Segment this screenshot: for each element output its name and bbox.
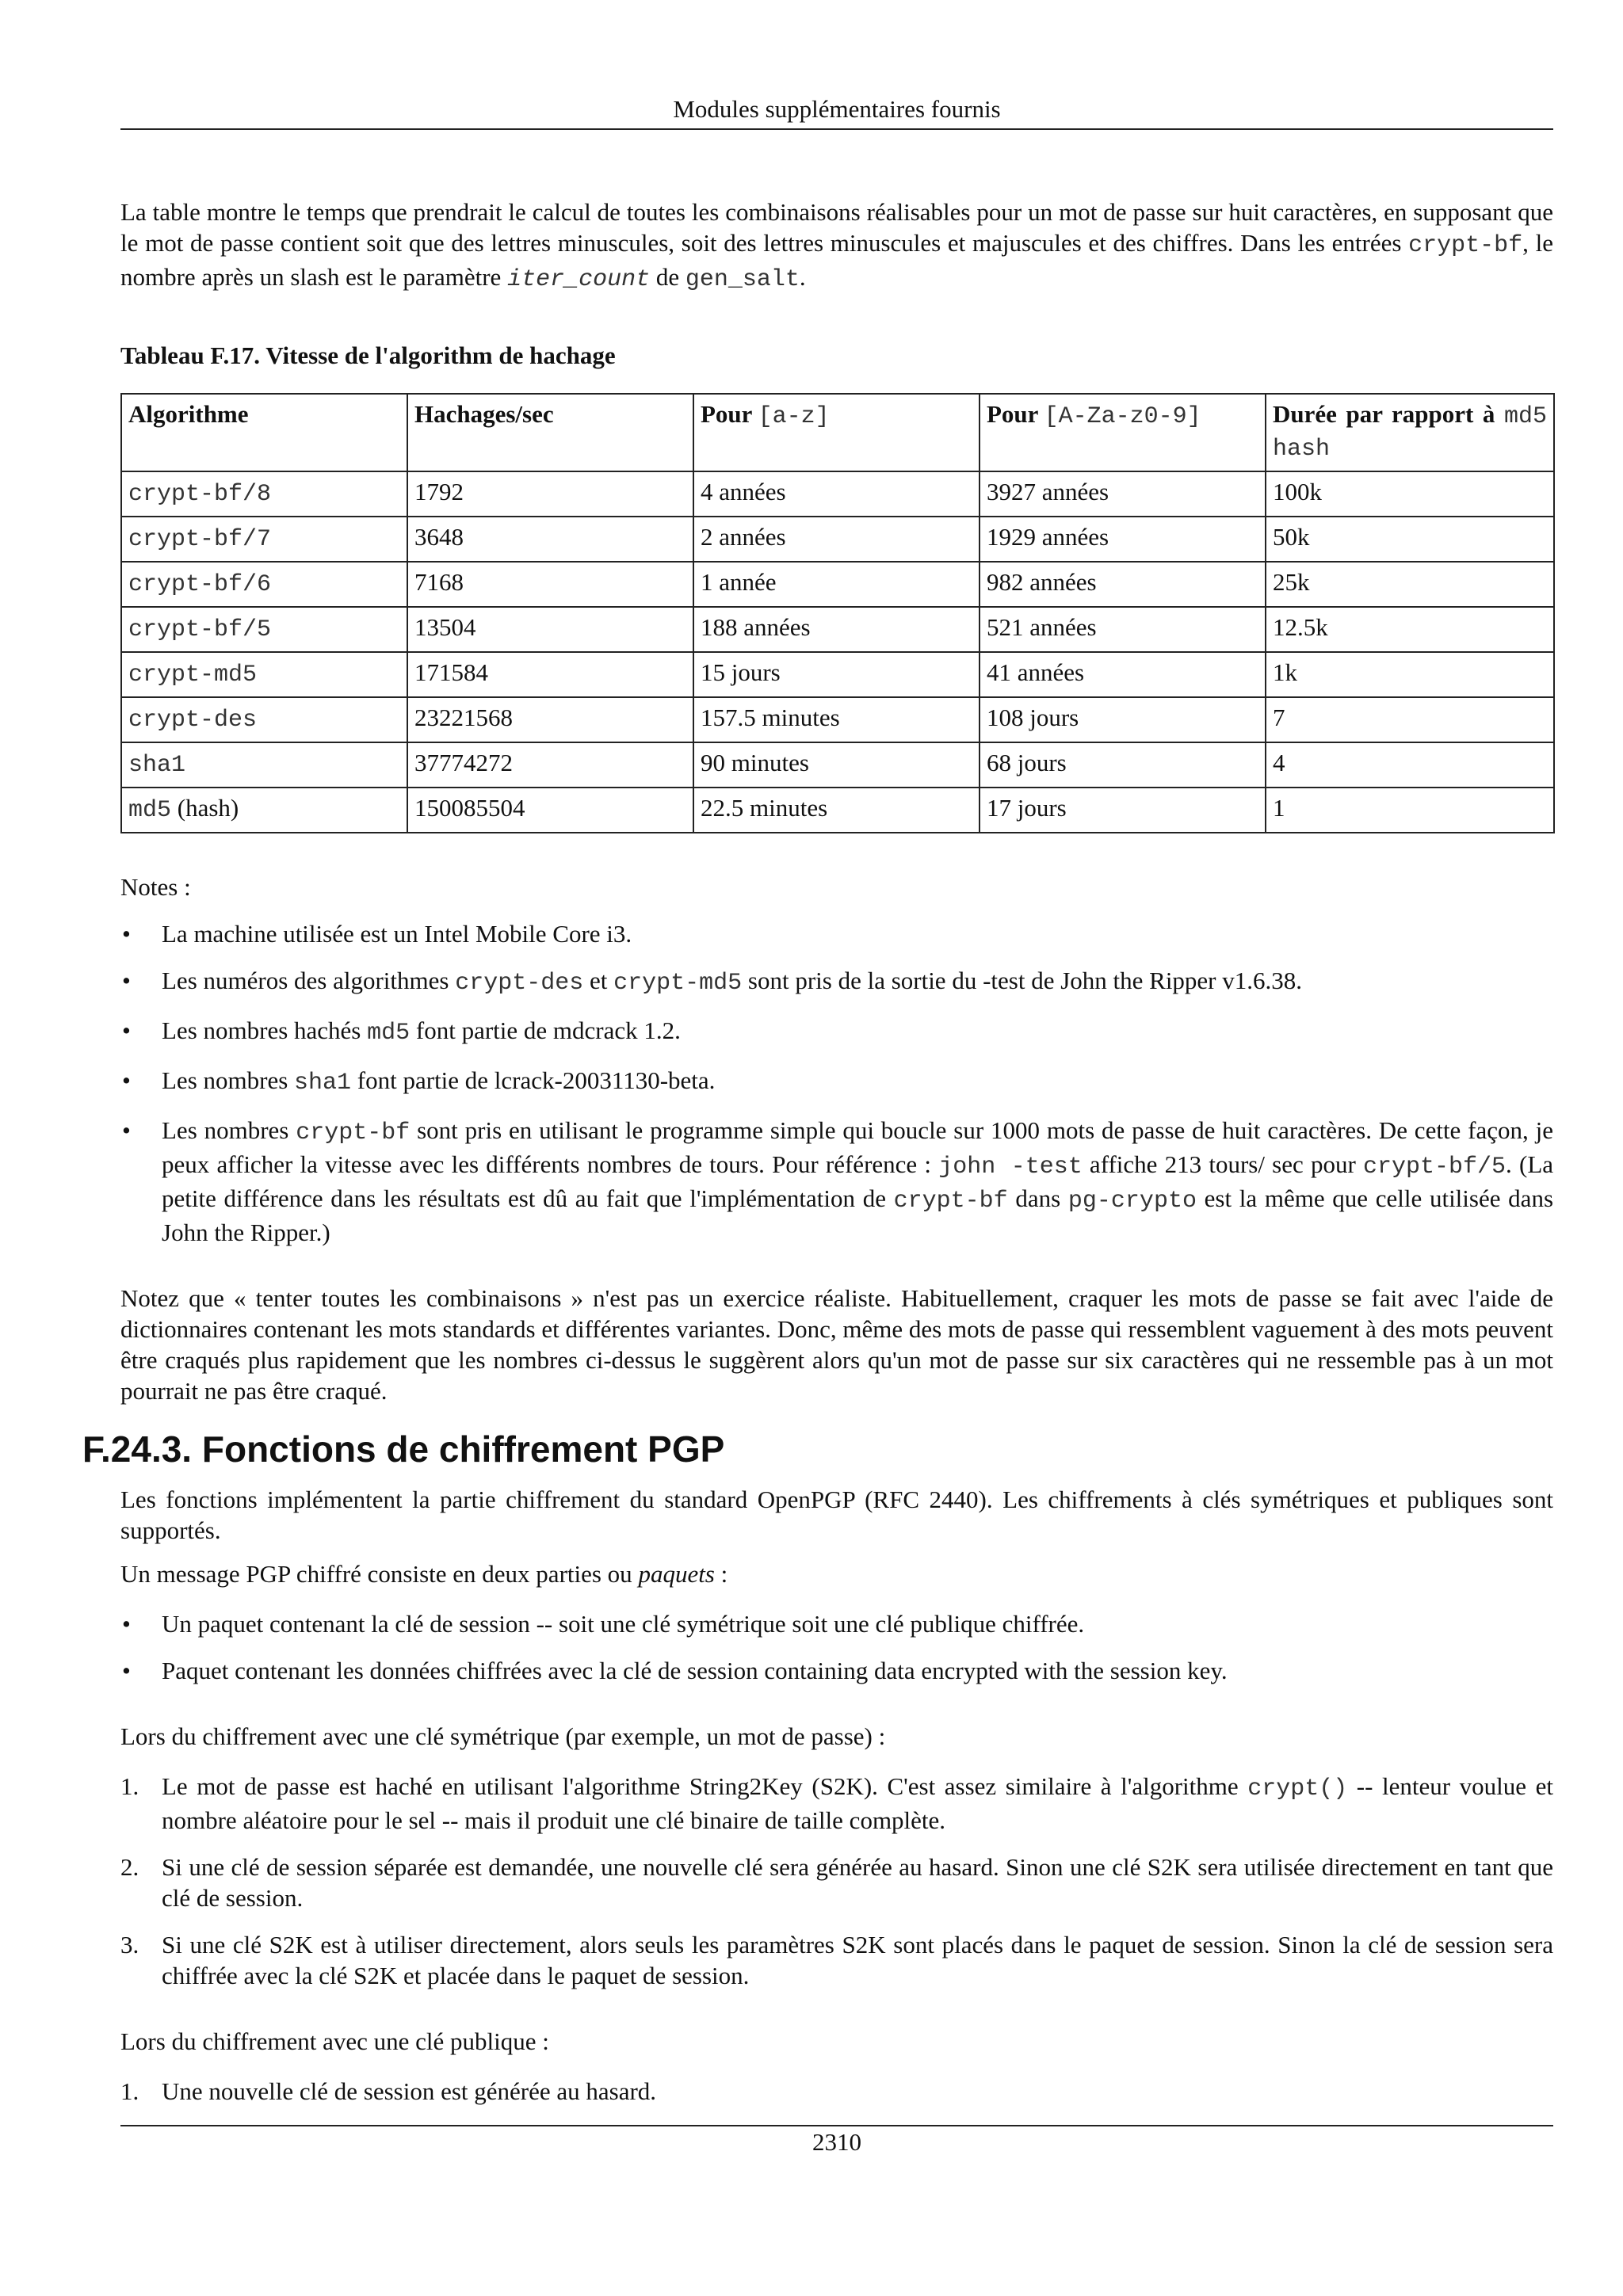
cell-algorithm: crypt-bf/7 [121,517,407,562]
cell-pour-alnum: 521 années [980,607,1266,652]
table-body [121,471,1554,833]
public-key-intro: Lors du chiffrement avec une clé publique : [120,2027,549,2055]
cell-hashes-per-sec: 150085504 [407,788,693,833]
cell-pour-alnum: 982 années [980,562,1266,607]
cell-algorithm: crypt-bf/8 [121,471,407,517]
list-item: • Les nombres hachés md5 font partie de mdcrack 1.2. [122,1016,681,1047]
cell-pour-alnum: 68 jours [980,742,1266,788]
bullet-icon: • [122,1016,131,1044]
cell-ratio: 1k [1266,652,1554,697]
cell-hashes-per-sec: 3648 [407,517,693,562]
list-item: • La machine utilisée est un Intel Mobile Core i3. [122,920,632,948]
cell-hashes-per-sec: 37774272 [407,742,693,788]
cell-pour-lowercase: 188 années [693,607,980,652]
cell-pour-lowercase: 15 jours [693,652,980,697]
cell-algorithm: crypt-bf/5 [121,607,407,652]
cell-hashes-per-sec: 23221568 [407,697,693,742]
bullet-icon: • [122,1610,131,1638]
list-item: • Un paquet contenant la clé de session -- soit une clé symétrique soit une clé publique chiffrée. [122,1610,1085,1638]
table-row [121,471,1554,517]
header-rule [120,128,1553,130]
cell-ratio: 1 [1266,788,1554,833]
header-ratio: Durée par rapport à md5 hash [1266,394,1554,471]
list-item: 1. Une nouvelle clé de session est générée au hasard. [120,2077,657,2105]
cell-algorithm: sha1 [121,742,407,788]
list-item: 1. Le mot de passe est haché en utilisant l'algorithme String2Key (S2K). C'est assez similaire à l'algorithme crypt() -- lenteur voulue et nombre aléatoire pour le sel -- mais il produit une clé binaire de taille complète. [120,1772,1553,1834]
cell-pour-lowercase: 2 années [693,517,980,562]
list-item: • Les numéros des algorithmes crypt-des et crypt-md5 sont pris de la sortie du -test de John the Ripper v1.6.38. [122,967,1303,997]
table-caption: Tableau F.17. Vitesse de l'algorithm de hachage [120,341,616,369]
cell-algorithm: md5 (hash) [121,788,407,833]
cell-pour-lowercase: 90 minutes [693,742,980,788]
cell-algorithm: crypt-bf/6 [121,562,407,607]
cell-pour-alnum: 3927 années [980,471,1266,517]
list-item: • Les nombres sha1 font partie de lcrack-20031130-beta. [122,1066,716,1097]
symmetric-steps [120,1771,1553,1991]
table-row [121,607,1554,652]
list-item: • Les nombres crypt-bf sont pris en utilisant le programme simple qui boucle sur 1000 mots de passe de huit caractères. De cette façon, je peux afficher la vitesse avec les différents nombres de tours. Pour référence : john -test affiche 213 tours/ sec pour crypt-bf/5. (La petite différence dans les résultats est dû au fait que l'implémentation de crypt-bf dans pg-crypto est la même que celle utilisée dans John the Ripper.) [122,1116,1554,1246]
cell-pour-lowercase: 1 année [693,562,980,607]
bullet-icon: • [122,967,131,994]
cell-algorithm: crypt-des [121,697,407,742]
cell-pour-alnum: 41 années [980,652,1266,697]
cell-hashes-per-sec: 7168 [407,562,693,607]
bullet-icon: • [122,1066,131,1094]
notes-list [120,918,1553,1248]
bullet-icon: • [122,1116,131,1144]
symmetric-intro: Lors du chiffrement avec une clé symétrique (par exemple, un mot de passe) : [120,1722,886,1750]
cell-pour-alnum: 1929 années [980,517,1266,562]
packets-list [120,1608,1553,1686]
public-key-steps [120,2076,1553,2107]
cell-hashes-per-sec: 13504 [407,607,693,652]
bullet-icon: • [122,920,131,948]
section-heading: F.24.3. Fonctions de chiffrement PGP [82,1428,725,1470]
cell-ratio: 7 [1266,697,1554,742]
cell-pour-lowercase: 4 années [693,471,980,517]
table-header-row [121,394,1554,471]
cell-ratio: 12.5k [1266,607,1554,652]
running-header: Modules supplémentaires fournis [673,95,1001,123]
realism-paragraph: Notez que « tenter toutes les combinaisons » n'est pas un exercice réaliste. Habituellement, craquer les mots de passe se fait avec l'aide de dictionnaires contenant les mots standards et différentes variantes. Donc, même des mots de passe qui ressemblent vaguement à des mots peuvent être craqués plus rapidement que les nombres ci-dessus le suggèrent alors qu'un mot de passe sur six caractères qui ne ressemble pas à un mot pourrait ne pas être craqué. [120,1284,1553,1405]
hash-speed-table [120,393,1555,833]
list-item: 3. Si une clé S2K est à utiliser directement, alors seuls les paramètres S2K sont placés dans le paquet de session. Sinon la clé de session sera chiffrée avec la clé S2K et placée dans le paquet de session. [120,1931,1553,1989]
cell-hashes-per-sec: 171584 [407,652,693,697]
header-hashes-per-sec: Hachages/sec [407,394,693,471]
header-pour-lowercase: Pour [a-z] [693,394,980,471]
cell-algorithm: crypt-md5 [121,652,407,697]
cell-ratio: 4 [1266,742,1554,788]
notes-label: Notes : [120,873,191,901]
packets-paragraph: Un message PGP chiffré consiste en deux parties ou paquets : [120,1560,728,1588]
header-pour-alnum: Pour [A-Za-z0-9] [980,394,1266,471]
intro-paragraph: La table montre le temps que prendrait le calcul de toutes les combinaisons réalisables pour un mot de passe sur huit caractères, en supposant que le mot de passe contient soit que des lettres minuscules, soit des lettres minuscules et majuscules et des chiffres. Dans les entrées crypt-bf, le nombre après un slash est le paramètre iter_count de gen_salt. [120,198,1553,293]
table-row [121,652,1554,697]
table-row [121,562,1554,607]
list-item: • Paquet contenant les données chiffrées avec la clé de session containing data encrypted with the session key. [122,1657,1228,1684]
cell-hashes-per-sec: 1792 [407,471,693,517]
section-intro-paragraph: Les fonctions implémentent la partie chiffrement du standard OpenPGP (RFC 2440). Les chiffrements à clés symétriques et publiques sont supportés. [120,1486,1553,1544]
cell-pour-alnum: 17 jours [980,788,1266,833]
page-number: 2310 [812,2128,861,2156]
bullet-icon: • [122,1657,131,1684]
header-algorithm: Algorithme [121,394,407,471]
page-content [82,196,1554,2107]
table-row [121,517,1554,562]
table-row [121,697,1554,742]
list-item: 2. Si une clé de session séparée est demandée, une nouvelle clé sera générée au hasard. Sinon une clé S2K sera utilisée directement en tant que clé de session. [120,1853,1553,1912]
cell-pour-lowercase: 157.5 minutes [693,697,980,742]
cell-pour-lowercase: 22.5 minutes [693,788,980,833]
cell-ratio: 25k [1266,562,1554,607]
table-row [121,788,1554,833]
cell-pour-alnum: 108 jours [980,697,1266,742]
cell-ratio: 100k [1266,471,1554,517]
cell-ratio: 50k [1266,517,1554,562]
table-row [121,742,1554,788]
